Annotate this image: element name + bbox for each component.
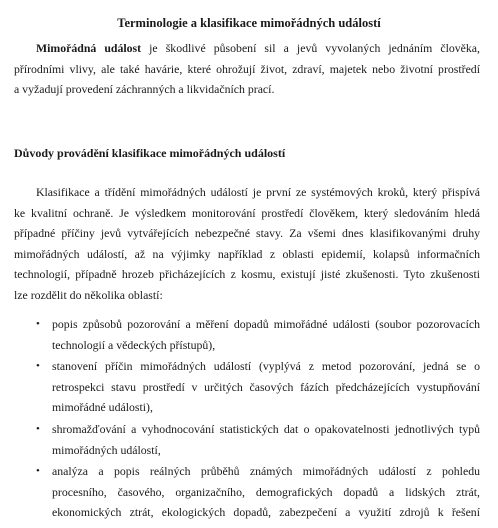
bullet-marker: • xyxy=(36,465,40,477)
section-heading: Důvody provádění klasifikace mimořádných událostí xyxy=(14,146,286,160)
intro-line-2: přírodními vlivy, ale také havárie, které ohrožují život, zdraví, majetek nebo životní prostředí xyxy=(14,61,480,76)
bullet-1-line-1: popis způsobů pozorování a měření dopadů mimořádné události (soubor pozorovacích xyxy=(52,317,480,331)
section-line-4: mimořádných událostí, až na výjimky například z oblasti epidemií, kolapsů informačních xyxy=(14,246,480,261)
list-item xyxy=(52,356,480,418)
bullet-marker: • xyxy=(36,318,40,330)
bullet-2-line-3: mimořádné události), xyxy=(52,400,153,414)
bullet-1-line-2: technologií a vědeckých přístupů), xyxy=(52,337,216,352)
bullet-4-line-3: ekonomických ztrát, ekologických dopadů, zabezpečení a využití zdrojů k řešení xyxy=(52,505,480,519)
bullet-marker: • xyxy=(36,360,40,372)
intro-term: Mimořádná událost xyxy=(36,41,142,55)
section-paragraph xyxy=(14,182,480,305)
list-item xyxy=(52,461,480,523)
bullet-3-line-1: shromažďování a vyhodnocování statistických dat o opakovatelnosti jednotlivých typů xyxy=(52,422,480,436)
list-item xyxy=(52,419,480,460)
list-item xyxy=(52,314,480,355)
bullet-4-line-2: procesního, časového, organizačního, demografických dopadů a lidských ztrát, xyxy=(52,484,480,499)
bullet-marker: • xyxy=(36,423,40,435)
section-line-6: lze rozdělit do několika oblastí: xyxy=(14,287,163,302)
page-title: Terminologie a klasifikace mimořádných událostí xyxy=(117,16,381,30)
section-line-5: technologií, případně hrozeb přicházejících z kosmu, existují jisté zkušenosti. Tyto zkušenosti xyxy=(14,267,480,281)
bullet-3-line-2: mimořádných událostí, xyxy=(52,442,161,457)
bullet-2-line-1: stanovení příčin mimořádných událostí (vyplývá z metod pozorování, jedná se o xyxy=(52,359,480,373)
section-line-3: případné příčiny jevů vytvářejících nebezpečné stavy. Za všemi dnes klasifikovanými druhy xyxy=(14,226,480,240)
intro-paragraph xyxy=(14,38,480,100)
bullet-2-line-2: retrospekci stavu prostředí v určitých časových fázích předcházejících vystupňování xyxy=(52,379,480,394)
intro-line-1-text: je škodlivé působení sil a jevů vyvolaných jednáním člověka, xyxy=(141,41,480,55)
intro-line-1 xyxy=(14,38,480,59)
section-line-2: ke kvalitní ochraně. Je výsledkem monitorování prostředí člověkem, který sledováním hledá xyxy=(14,205,480,220)
section-line-1: Klasifikace a třídění mimořádných událostí je první ze systémových kroků, který přispívá xyxy=(36,185,480,199)
bullet-4-line-1: analýza a popis reálných průběhů známých mimořádných událostí z pohledu xyxy=(52,464,480,478)
intro-line-3: a vyžadují provedení záchranných a likvidačních prací. xyxy=(14,82,275,96)
